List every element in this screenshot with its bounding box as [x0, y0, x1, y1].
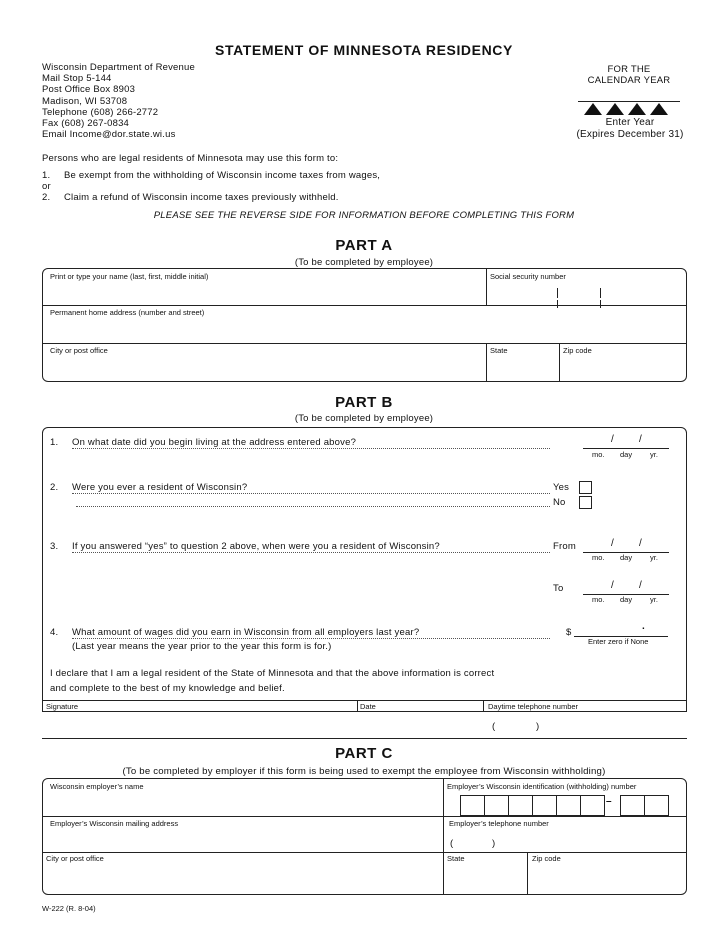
part-b-title: PART B	[335, 394, 393, 411]
employer-id-digit[interactable]	[557, 795, 581, 816]
q3-to-day: day	[620, 595, 633, 604]
employer-name-label: Wisconsin employer’s name	[50, 782, 144, 791]
form-number: W-222 (R. 8-04)	[42, 904, 96, 913]
ssn-divider	[557, 288, 558, 298]
q3-to-yr: yr.	[650, 595, 658, 604]
zip-label: Zip code	[563, 346, 592, 355]
employer-phone-paren-close: )	[492, 838, 496, 849]
q3-from-label: From	[553, 541, 576, 552]
q4-enter-zero: Enter zero if None	[588, 637, 649, 646]
department-address	[42, 62, 195, 140]
part-b-subtitle: (To be completed by employee)	[294, 413, 434, 424]
employer-id-digit[interactable]	[581, 795, 605, 816]
address-line: Madison, WI 53708	[42, 95, 128, 107]
employer-id-digit[interactable]	[533, 795, 557, 816]
year-arrows	[584, 103, 668, 115]
part-b-bottom-rule	[42, 738, 687, 739]
intro-item-1: Be exempt from the withholding of Wisconsin income taxes from wages,	[64, 170, 381, 181]
employer-id-dash: –	[606, 796, 612, 807]
employer-id-label: Employer’s Wisconsin identification (withholding) number	[447, 782, 637, 791]
employer-name-field[interactable]	[50, 792, 438, 814]
q4-text: What amount of wages did you earn in Wisconsin from all employers last year?	[72, 627, 550, 639]
employer-id-digit[interactable]	[645, 795, 669, 816]
employer-mailing-field[interactable]	[50, 829, 438, 851]
q1-yr: yr.	[650, 450, 658, 459]
employer-phone-paren-open: (	[450, 838, 454, 849]
q4-wages-field[interactable]: .	[574, 622, 668, 637]
declaration-line-2: and complete to the best of my knowledge and belief.	[50, 683, 285, 694]
zip-field[interactable]	[563, 356, 681, 378]
q2-no-label: No	[553, 497, 566, 508]
q4-dollar-sign: $	[566, 627, 572, 638]
q2-number: 2.	[50, 482, 59, 493]
employer-zip-field[interactable]	[532, 864, 682, 890]
ssn-divider	[600, 288, 601, 298]
state-label: State	[490, 346, 508, 355]
address-line: Wisconsin Department of Revenue	[42, 62, 195, 73]
city-field[interactable]	[50, 356, 476, 378]
q4-number: 4.	[50, 627, 59, 638]
intro-item-2-number: 2.	[42, 192, 51, 203]
q2-text: Were you ever a resident of Wisconsin?	[72, 482, 550, 494]
intro-or: or	[42, 181, 51, 192]
signature-label: Signature	[46, 702, 79, 711]
q2-leader	[76, 505, 550, 507]
q3-to-date-field[interactable]: / /	[583, 580, 669, 595]
employer-zip-label: Zip code	[532, 854, 561, 863]
daytime-phone-field[interactable]	[488, 712, 682, 738]
employer-id-boxes	[460, 795, 605, 816]
ssn-divider	[557, 300, 558, 308]
home-address-label: Permanent home address (number and street)	[50, 308, 205, 317]
employer-id-digit[interactable]	[509, 795, 533, 816]
ssn-divider	[600, 300, 601, 308]
ssn-field[interactable]	[490, 282, 682, 302]
employer-mailing-label: Employer’s Wisconsin mailing address	[50, 819, 179, 828]
year-caption: FOR THE CALENDAR YEAR	[587, 64, 671, 86]
q3-from-day: day	[620, 553, 633, 562]
up-arrow-icon	[650, 103, 668, 115]
q1-text: On what date did you begin living at the address entered above?	[72, 437, 550, 449]
address-line: Telephone (608) 266-2772	[42, 106, 159, 118]
daytime-phone-label: Daytime telephone number	[488, 702, 579, 711]
q1-day: day	[620, 450, 633, 459]
q1-date-field[interactable]: / /	[583, 434, 669, 449]
employer-city-field[interactable]	[46, 864, 438, 890]
q3-number: 3.	[50, 541, 59, 552]
address-line: Mail Stop 5-144	[42, 73, 112, 85]
part-c-title: PART C	[335, 745, 393, 762]
q1-number: 1.	[50, 437, 59, 448]
signature-field[interactable]	[46, 712, 352, 738]
employer-id-digit[interactable]	[485, 795, 509, 816]
q3-to-mo: mo.	[592, 595, 605, 604]
signature-date-field[interactable]	[360, 712, 480, 738]
name-label: Print or type your name (last, first, middle initial)	[50, 272, 209, 281]
q1-mo: mo.	[592, 450, 605, 459]
form-title: STATEMENT OF MINNESOTA RESIDENCY	[215, 42, 513, 58]
home-address-field[interactable]	[50, 318, 680, 340]
intro-item-1-number: 1.	[42, 170, 51, 181]
reverse-side-notice: PLEASE SEE THE REVERSE SIDE FOR INFORMATION BEFORE COMPLETING THIS FORM	[153, 210, 575, 221]
city-label: City or post office	[50, 346, 108, 355]
date-label: Date	[360, 702, 376, 711]
q2-no-checkbox[interactable]	[579, 496, 592, 509]
q2-yes-label: Yes	[553, 482, 570, 493]
year-instructions: Enter Year (Expires December 31)	[576, 117, 684, 140]
intro-lead: Persons who are legal residents of Minnesota may use this form to:	[42, 153, 339, 164]
q2-yes-checkbox[interactable]	[579, 481, 592, 494]
address-line: Fax (608) 267-0834	[42, 118, 130, 130]
employer-state-label: State	[447, 854, 465, 863]
year-entry-line[interactable]	[578, 101, 680, 102]
q3-text: If you answered “yes” to question 2 above, when were you a resident of Wisconsin?	[72, 541, 550, 553]
part-c-subtitle: (To be completed by employer if this form is being used to exempt the employee from Wisconsin withholding)	[122, 766, 606, 777]
declaration-line-1: I declare that I am a legal resident of the State of Minnesota and that the above information is correct	[50, 668, 495, 679]
up-arrow-icon	[606, 103, 624, 115]
phone-paren-close: )	[536, 721, 540, 732]
employer-phone-field[interactable]	[447, 829, 683, 851]
employer-state-field[interactable]	[447, 864, 525, 890]
employer-id-digit[interactable]	[620, 795, 645, 816]
q3-from-yr: yr.	[650, 553, 658, 562]
employer-phone-label: Employer’s telephone number	[449, 819, 549, 828]
up-arrow-icon	[584, 103, 602, 115]
part-a-subtitle: (To be completed by employee)	[294, 257, 434, 268]
state-field[interactable]	[490, 356, 556, 378]
phone-paren-open: (	[492, 721, 496, 732]
employer-city-label: City or post office	[46, 854, 104, 863]
up-arrow-icon	[628, 103, 646, 115]
address-line: Post Office Box 8903	[42, 84, 136, 96]
q3-from-mo: mo.	[592, 553, 605, 562]
employer-id-digit[interactable]	[460, 795, 485, 816]
employer-id-suffix-boxes	[620, 795, 669, 816]
address-line: Email Income@dor.state.wi.us	[42, 129, 176, 141]
part-a-title: PART A	[335, 237, 393, 254]
q3-to-label: To	[553, 583, 564, 594]
q4-subtext: (Last year means the year prior to the year this form is for.)	[72, 641, 332, 652]
q3-from-date-field[interactable]: / /	[583, 538, 669, 553]
ssn-label: Social security number	[490, 272, 566, 281]
name-field[interactable]	[50, 282, 476, 302]
intro-item-2: Claim a refund of Wisconsin income taxes previously withheld.	[64, 192, 339, 203]
